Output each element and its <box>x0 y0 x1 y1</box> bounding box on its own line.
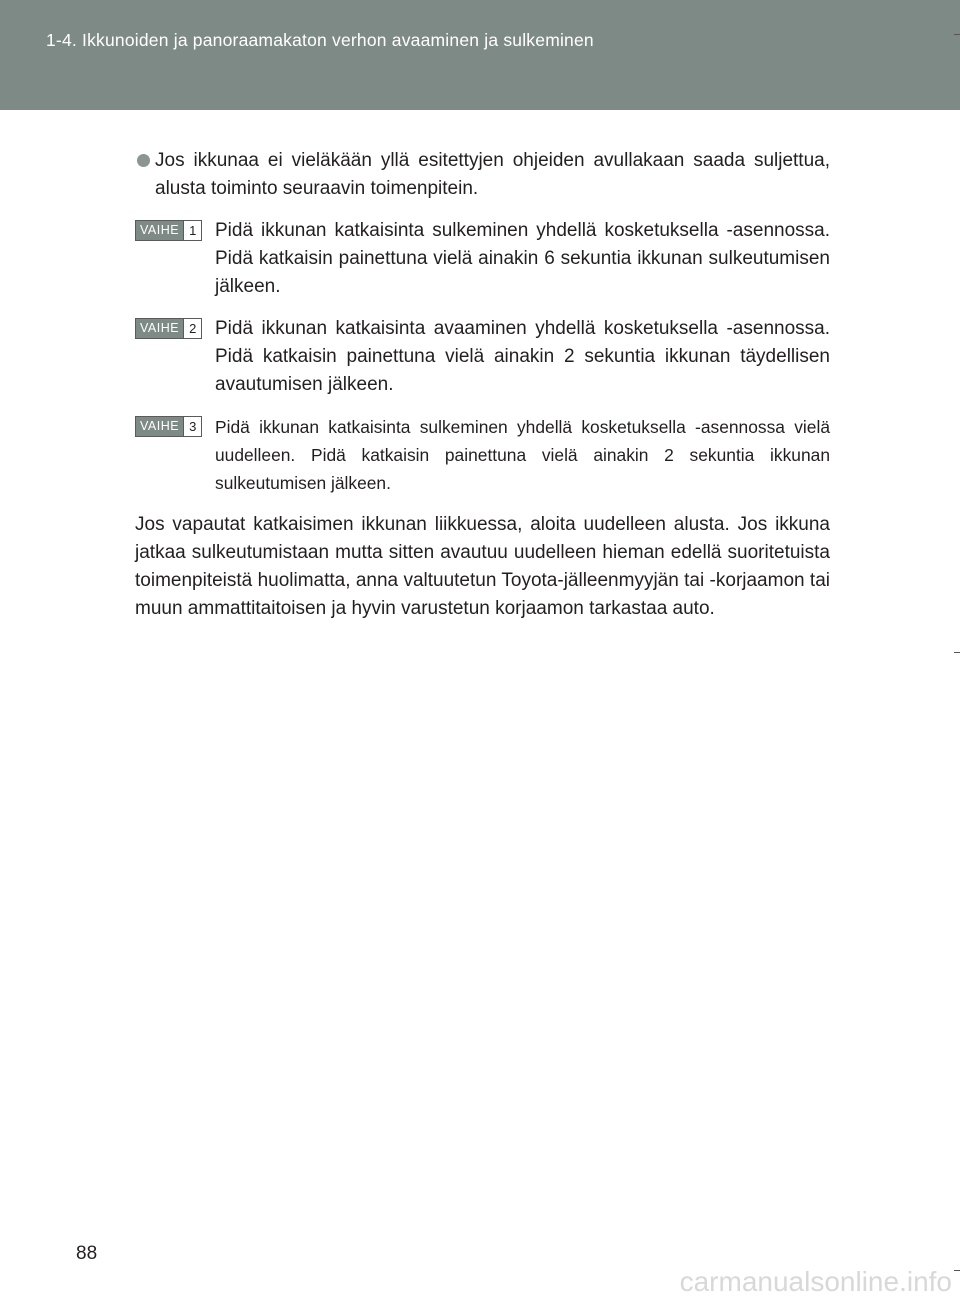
section-title: 1-4. Ikkunoiden ja panoraamakaton verhon avaaminen ja sulkeminen <box>46 30 594 50</box>
body-paragraph: Jos vapautat katkaisimen ikkunan liikkuessa, aloita uudelleen alusta. Jos ikkuna jatkaa sulkeutumistaan mutta sitten avautuu uudelleen hieman edellä suoritetuista toimenpiteistä huolimatta, anna valtuutetun Toyota-jälleenmyyjän tai -korjaamon tai muun ammattitaitoisen ja hyvin varustetun korjaamon tarkastaa auto. <box>135 514 830 619</box>
crop-mark <box>954 1270 960 1271</box>
intro-paragraph <box>135 147 830 203</box>
crop-mark <box>954 34 960 35</box>
step-2 <box>135 315 830 399</box>
step-badge-label: VAIHE <box>136 417 183 436</box>
header-band <box>0 0 960 110</box>
step-text: Pidä ikkunan katkaisinta sulkeminen yhdellä kosketuksella -asennossa vielä uudelleen. Pidä katkaisin painettuna vielä ainakin 2 sekuntia ikkunan sulkeutumisen jälkeen. <box>215 417 830 493</box>
step-badge <box>135 220 202 241</box>
step-badge-label: VAIHE <box>136 221 183 240</box>
step-badge <box>135 416 202 437</box>
step-badge-number: 1 <box>183 221 201 240</box>
step-text: Pidä ikkunan katkaisinta sulkeminen yhdellä kosketuksella -asennossa. Pidä katkaisin painettuna vielä ainakin 6 sekuntia ikkunan sulkeutumisen jälkeen. <box>215 220 830 297</box>
step-1 <box>135 217 830 301</box>
bullet-icon <box>137 154 150 167</box>
step-badge-number: 3 <box>183 417 201 436</box>
step-badge <box>135 318 202 339</box>
step-badge-number: 2 <box>183 319 201 338</box>
intro-text: Jos ikkunaa ei vieläkään yllä esitettyjen ohjeiden avullakaan saada suljettua, alusta toiminto seuraavin toimenpitein. <box>155 150 830 199</box>
watermark: carmanualsonline.info <box>679 1266 952 1297</box>
page-content <box>135 147 830 623</box>
step-badge-label: VAIHE <box>136 319 183 338</box>
step-text: Pidä ikkunan katkaisinta avaaminen yhdellä kosketuksella -asennossa. Pidä katkaisin painettuna vielä ainakin 2 sekuntia ikkunan täydellisen avautumisen jälkeen. <box>215 318 830 395</box>
crop-mark <box>954 652 960 653</box>
page-number: 88 <box>76 1243 98 1264</box>
step-3 <box>135 413 830 497</box>
